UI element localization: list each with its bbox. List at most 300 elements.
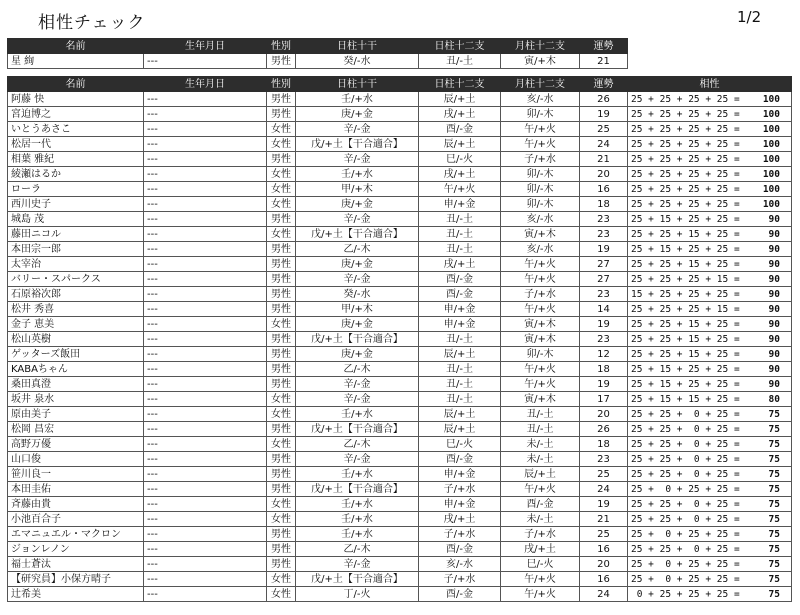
row-getsushi: 午/+火	[501, 587, 580, 602]
score-total: 90	[768, 273, 780, 285]
row-gender: 女性	[267, 392, 296, 407]
score-total: 90	[768, 258, 780, 270]
row-aisho	[628, 497, 792, 512]
row-gender: 女性	[267, 497, 296, 512]
score-total: 75	[768, 513, 780, 525]
row-name: ローラ	[8, 182, 144, 197]
table-row	[8, 407, 792, 422]
row-aisho	[628, 107, 792, 122]
page-number: 1/2	[737, 8, 762, 26]
col-nikkan: 日柱十干	[296, 39, 419, 54]
row-gender: 女性	[267, 407, 296, 422]
score-total: 100	[762, 168, 780, 180]
row-nichishi: 申/+金	[419, 197, 501, 212]
row-nichishi: 辰/+土	[419, 347, 501, 362]
row-birth: ---	[144, 92, 267, 107]
row-aisho	[628, 512, 792, 527]
score-total: 75	[768, 528, 780, 540]
row-aisho	[628, 272, 792, 287]
row-birth: ---	[144, 527, 267, 542]
row-nichishi: 丑/-土	[419, 242, 501, 257]
row-getsushi: 午/+火	[501, 272, 580, 287]
row-unsei: 23	[580, 227, 628, 242]
table-row	[8, 212, 792, 227]
table-row	[8, 152, 792, 167]
row-nichishi: 戌/+土	[419, 107, 501, 122]
row-gender: 男性	[267, 332, 296, 347]
score-total: 90	[768, 243, 780, 255]
table-row	[8, 197, 792, 212]
row-getsushi: 午/+火	[501, 257, 580, 272]
table-row	[8, 527, 792, 542]
row-nikkan: 戊/+土【干合適合】	[296, 572, 419, 587]
row-unsei: 27	[580, 257, 628, 272]
row-name: 石原裕次郎	[8, 287, 144, 302]
score-total: 90	[768, 363, 780, 375]
row-unsei: 19	[580, 242, 628, 257]
row-aisho	[628, 422, 792, 437]
score-formula: 25 + 25 + 25 + 25 =	[631, 153, 740, 165]
row-name: いとうあさこ	[8, 122, 144, 137]
row-nikkan: 乙/-木	[296, 542, 419, 557]
row-nichishi: 申/+金	[419, 497, 501, 512]
row-nikkan: 庚/+金	[296, 347, 419, 362]
row-unsei: 24	[580, 482, 628, 497]
self-row	[8, 54, 628, 69]
score-total: 75	[768, 588, 780, 600]
table-row	[8, 572, 792, 587]
row-gender: 女性	[267, 317, 296, 332]
row-getsushi: 寅/+木	[501, 392, 580, 407]
score-formula: 25 + 25 + 0 + 25 =	[631, 453, 740, 465]
row-nikkan: 辛/-金	[296, 122, 419, 137]
row-gender: 女性	[267, 167, 296, 182]
row-name: バリー・スパークス	[8, 272, 144, 287]
row-aisho	[628, 542, 792, 557]
score-total: 100	[762, 138, 780, 150]
row-getsushi: 子/+水	[501, 287, 580, 302]
row-name: 阿藤 快	[8, 92, 144, 107]
row-aisho	[628, 92, 792, 107]
row-unsei: 24	[580, 587, 628, 602]
row-getsushi: 亥/-水	[501, 242, 580, 257]
row-birth: ---	[144, 317, 267, 332]
row-birth: ---	[144, 377, 267, 392]
score-total: 90	[768, 303, 780, 315]
row-name: 金子 恵美	[8, 317, 144, 332]
row-aisho	[628, 152, 792, 167]
row-getsushi: 卯/-木	[501, 182, 580, 197]
row-aisho	[628, 242, 792, 257]
row-aisho	[628, 197, 792, 212]
score-formula: 25 + 25 + 0 + 25 =	[631, 513, 740, 525]
row-birth: ---	[144, 347, 267, 362]
row-name: 松井 秀喜	[8, 302, 144, 317]
score-total: 75	[768, 438, 780, 450]
row-birth: ---	[144, 557, 267, 572]
table-row	[8, 242, 792, 257]
score-formula: 25 + 25 + 25 + 25 =	[631, 108, 740, 120]
row-nichishi: 申/+金	[419, 467, 501, 482]
row-birth: ---	[144, 107, 267, 122]
score-formula: 25 + 25 + 0 + 25 =	[631, 438, 740, 450]
row-birth: ---	[144, 512, 267, 527]
row-nichishi: 辰/+土	[419, 92, 501, 107]
score-formula: 25 + 0 + 25 + 25 =	[631, 558, 740, 570]
compatibility-table	[7, 76, 792, 602]
row-nichishi: 申/+金	[419, 317, 501, 332]
row-nikkan: 辛/-金	[296, 212, 419, 227]
row-gender: 男性	[267, 287, 296, 302]
row-name: 山口俊	[8, 452, 144, 467]
score-total: 75	[768, 423, 780, 435]
row-nikkan: 戊/+土【干合適合】	[296, 332, 419, 347]
row-gender: 男性	[267, 452, 296, 467]
row-nikkan: 癸/-水	[296, 287, 419, 302]
row-name: 城島 茂	[8, 212, 144, 227]
row-gender: 男性	[267, 377, 296, 392]
row-nikkan: 庚/+金	[296, 257, 419, 272]
score-formula: 25 + 25 + 15 + 25 =	[631, 333, 740, 345]
row-aisho	[628, 467, 792, 482]
row-aisho	[628, 137, 792, 152]
row-birth: ---	[144, 572, 267, 587]
row-aisho	[628, 362, 792, 377]
row-name: 松山英樹	[8, 332, 144, 347]
score-formula: 25 + 25 + 15 + 25 =	[631, 318, 740, 330]
row-nichishi: 酉/-金	[419, 587, 501, 602]
row-gender: 男性	[267, 557, 296, 572]
row-name: 福士蒼汰	[8, 557, 144, 572]
row-nichishi: 丑/-土	[419, 212, 501, 227]
col-unsei: 運勢	[580, 39, 628, 54]
score-formula: 25 + 25 + 0 + 25 =	[631, 468, 740, 480]
row-unsei: 18	[580, 362, 628, 377]
row-aisho	[628, 377, 792, 392]
score-formula: 25 + 15 + 25 + 25 =	[631, 213, 740, 225]
row-unsei: 21	[580, 512, 628, 527]
row-name: 坂井 泉水	[8, 392, 144, 407]
col-birth: 生年月日	[144, 39, 267, 54]
row-gender: 男性	[267, 362, 296, 377]
table-row	[8, 512, 792, 527]
row-getsushi: 寅/+木	[501, 317, 580, 332]
row-nikkan: 壬/+水	[296, 92, 419, 107]
row-nichishi: 戌/+土	[419, 167, 501, 182]
score-total: 100	[762, 183, 780, 195]
score-formula: 25 + 25 + 0 + 25 =	[631, 423, 740, 435]
row-getsushi: 午/+火	[501, 377, 580, 392]
row-getsushi: 辰/+土	[501, 467, 580, 482]
row-name: 宮迫博之	[8, 107, 144, 122]
row-birth: ---	[144, 227, 267, 242]
row-birth: ---	[144, 392, 267, 407]
row-aisho	[628, 317, 792, 332]
table-row	[8, 542, 792, 557]
row-aisho	[628, 437, 792, 452]
score-total: 100	[762, 123, 780, 135]
row-name: ジョンレノン	[8, 542, 144, 557]
score-total: 100	[762, 153, 780, 165]
score-formula: 25 + 0 + 25 + 25 =	[631, 573, 740, 585]
table-row	[8, 467, 792, 482]
self-getsushi: 寅/+木	[501, 54, 580, 69]
table-row	[8, 347, 792, 362]
row-nichishi: 子/+水	[419, 482, 501, 497]
row-name: 高野万優	[8, 437, 144, 452]
row-aisho	[628, 257, 792, 272]
col-nichishi: 日柱十二支	[419, 77, 501, 92]
page-title: 相性チェック	[38, 13, 146, 33]
row-getsushi: 未/-土	[501, 437, 580, 452]
score-total: 75	[768, 453, 780, 465]
row-unsei: 26	[580, 422, 628, 437]
score-total: 75	[768, 558, 780, 570]
row-aisho	[628, 392, 792, 407]
score-formula: 15 + 25 + 25 + 25 =	[631, 288, 740, 300]
row-gender: 女性	[267, 587, 296, 602]
row-getsushi: 卯/-木	[501, 107, 580, 122]
row-unsei: 14	[580, 302, 628, 317]
row-getsushi: 卯/-木	[501, 167, 580, 182]
score-total: 90	[768, 288, 780, 300]
row-unsei: 23	[580, 287, 628, 302]
row-unsei: 24	[580, 137, 628, 152]
table-row	[8, 107, 792, 122]
col-unsei: 運勢	[580, 77, 628, 92]
row-aisho	[628, 332, 792, 347]
row-unsei: 19	[580, 317, 628, 332]
row-name: 原由美子	[8, 407, 144, 422]
row-nikkan: 甲/+木	[296, 302, 419, 317]
row-gender: 女性	[267, 197, 296, 212]
row-birth: ---	[144, 137, 267, 152]
row-nichishi: 酉/-金	[419, 452, 501, 467]
row-gender: 女性	[267, 182, 296, 197]
row-nikkan: 辛/-金	[296, 452, 419, 467]
table-row	[8, 482, 792, 497]
row-name: エマニュエル・マクロン	[8, 527, 144, 542]
col-name: 名前	[8, 39, 144, 54]
row-aisho	[628, 122, 792, 137]
score-total: 75	[768, 543, 780, 555]
table-row	[8, 122, 792, 137]
score-total: 75	[768, 483, 780, 495]
row-unsei: 25	[580, 527, 628, 542]
table-row	[8, 227, 792, 242]
row-name: 本田圭佑	[8, 482, 144, 497]
row-gender: 男性	[267, 422, 296, 437]
table-row	[8, 317, 792, 332]
row-gender: 男性	[267, 92, 296, 107]
row-nikkan: 庚/+金	[296, 107, 419, 122]
row-nichishi: 丑/-土	[419, 392, 501, 407]
self-nichishi: 丑/-土	[419, 54, 501, 69]
score-total: 90	[768, 333, 780, 345]
row-aisho	[628, 287, 792, 302]
table-row	[8, 392, 792, 407]
table-row	[8, 287, 792, 302]
row-birth: ---	[144, 362, 267, 377]
row-aisho	[628, 452, 792, 467]
row-name: 綾瀬はるか	[8, 167, 144, 182]
table-row	[8, 362, 792, 377]
score-total: 90	[768, 228, 780, 240]
row-getsushi: 酉/-金	[501, 497, 580, 512]
row-name: KABAちゃん	[8, 362, 144, 377]
row-nichishi: 子/+水	[419, 572, 501, 587]
row-aisho	[628, 227, 792, 242]
row-nichishi: 丑/-土	[419, 332, 501, 347]
row-birth: ---	[144, 497, 267, 512]
row-nikkan: 乙/-木	[296, 437, 419, 452]
row-getsushi: 未/-土	[501, 512, 580, 527]
row-nichishi: 酉/-金	[419, 287, 501, 302]
row-getsushi: 午/+火	[501, 362, 580, 377]
row-aisho	[628, 347, 792, 362]
row-name: 斉藤由貴	[8, 497, 144, 512]
row-nikkan: 甲/+木	[296, 182, 419, 197]
table-row	[8, 437, 792, 452]
row-unsei: 25	[580, 122, 628, 137]
row-birth: ---	[144, 212, 267, 227]
table-row	[8, 137, 792, 152]
row-nikkan: 壬/+水	[296, 407, 419, 422]
score-formula: 25 + 25 + 25 + 25 =	[631, 183, 740, 195]
row-nikkan: 戊/+土【干合適合】	[296, 227, 419, 242]
row-nichishi: 申/+金	[419, 302, 501, 317]
row-nikkan: 辛/-金	[296, 557, 419, 572]
row-aisho	[628, 482, 792, 497]
row-unsei: 20	[580, 407, 628, 422]
score-total: 90	[768, 318, 780, 330]
row-getsushi: 丑/-土	[501, 407, 580, 422]
row-gender: 男性	[267, 302, 296, 317]
row-aisho	[628, 212, 792, 227]
row-birth: ---	[144, 272, 267, 287]
row-unsei: 20	[580, 167, 628, 182]
row-unsei: 17	[580, 392, 628, 407]
row-gender: 女性	[267, 137, 296, 152]
row-gender: 男性	[267, 152, 296, 167]
row-getsushi: 寅/+木	[501, 227, 580, 242]
row-gender: 男性	[267, 347, 296, 362]
score-total: 90	[768, 348, 780, 360]
row-nikkan: 戊/+土【干合適合】	[296, 482, 419, 497]
row-aisho	[628, 167, 792, 182]
self-header-row	[8, 39, 628, 54]
row-birth: ---	[144, 407, 267, 422]
row-getsushi: 寅/+木	[501, 332, 580, 347]
row-nikkan: 乙/-木	[296, 242, 419, 257]
row-gender: 男性	[267, 467, 296, 482]
row-name: 西川史子	[8, 197, 144, 212]
row-birth: ---	[144, 197, 267, 212]
self-nikkan: 癸/-水	[296, 54, 419, 69]
row-unsei: 23	[580, 332, 628, 347]
score-total: 75	[768, 498, 780, 510]
row-unsei: 18	[580, 437, 628, 452]
row-nikkan: 戊/+土【干合適合】	[296, 137, 419, 152]
row-unsei: 20	[580, 557, 628, 572]
row-getsushi: 未/-土	[501, 452, 580, 467]
score-formula: 25 + 15 + 25 + 25 =	[631, 363, 740, 375]
table-row	[8, 257, 792, 272]
row-aisho	[628, 572, 792, 587]
row-birth: ---	[144, 122, 267, 137]
row-getsushi: 午/+火	[501, 302, 580, 317]
row-name: 藤田ニコル	[8, 227, 144, 242]
row-gender: 女性	[267, 122, 296, 137]
row-nikkan: 辛/-金	[296, 272, 419, 287]
row-aisho	[628, 587, 792, 602]
row-unsei: 16	[580, 182, 628, 197]
table-row	[8, 497, 792, 512]
score-total: 100	[762, 93, 780, 105]
table-row	[8, 587, 792, 602]
table-row	[8, 452, 792, 467]
self-gender: 男性	[267, 54, 296, 69]
row-name: 【研究員】小保方晴子	[8, 572, 144, 587]
row-unsei: 16	[580, 542, 628, 557]
score-total: 100	[762, 108, 780, 120]
row-gender: 男性	[267, 542, 296, 557]
row-birth: ---	[144, 332, 267, 347]
row-name: 桑田真澄	[8, 377, 144, 392]
row-unsei: 23	[580, 212, 628, 227]
row-gender: 女性	[267, 572, 296, 587]
row-name: 松岡 昌宏	[8, 422, 144, 437]
row-unsei: 26	[580, 92, 628, 107]
col-nichishi: 日柱十二支	[419, 39, 501, 54]
row-name: 太宰治	[8, 257, 144, 272]
row-birth: ---	[144, 422, 267, 437]
table-row	[8, 302, 792, 317]
row-nikkan: 辛/-金	[296, 377, 419, 392]
row-nikkan: 辛/-金	[296, 392, 419, 407]
row-birth: ---	[144, 287, 267, 302]
col-gender: 性別	[267, 39, 296, 54]
row-unsei: 23	[580, 452, 628, 467]
table-row	[8, 377, 792, 392]
row-birth: ---	[144, 587, 267, 602]
row-gender: 女性	[267, 512, 296, 527]
score-formula: 25 + 25 + 25 + 25 =	[631, 93, 740, 105]
row-name: ゲッターズ飯田	[8, 347, 144, 362]
row-gender: 男性	[267, 212, 296, 227]
self-unsei: 21	[580, 54, 628, 69]
row-nichishi: 巳/-火	[419, 152, 501, 167]
row-gender: 男性	[267, 527, 296, 542]
row-nichishi: 亥/-水	[419, 557, 501, 572]
row-nikkan: 壬/+水	[296, 467, 419, 482]
col-getsushi: 月柱十二支	[501, 77, 580, 92]
row-birth: ---	[144, 257, 267, 272]
row-nikkan: 戊/+土【干合適合】	[296, 422, 419, 437]
row-gender: 女性	[267, 227, 296, 242]
score-formula: 25 + 25 + 25 + 25 =	[631, 168, 740, 180]
row-getsushi: 巳/-火	[501, 557, 580, 572]
row-nikkan: 壬/+水	[296, 167, 419, 182]
row-getsushi: 丑/-土	[501, 422, 580, 437]
row-nichishi: 酉/-金	[419, 272, 501, 287]
row-nichishi: 辰/+土	[419, 422, 501, 437]
table-row	[8, 167, 792, 182]
row-unsei: 21	[580, 152, 628, 167]
row-gender: 男性	[267, 242, 296, 257]
score-total: 100	[762, 198, 780, 210]
col-name: 名前	[8, 77, 144, 92]
